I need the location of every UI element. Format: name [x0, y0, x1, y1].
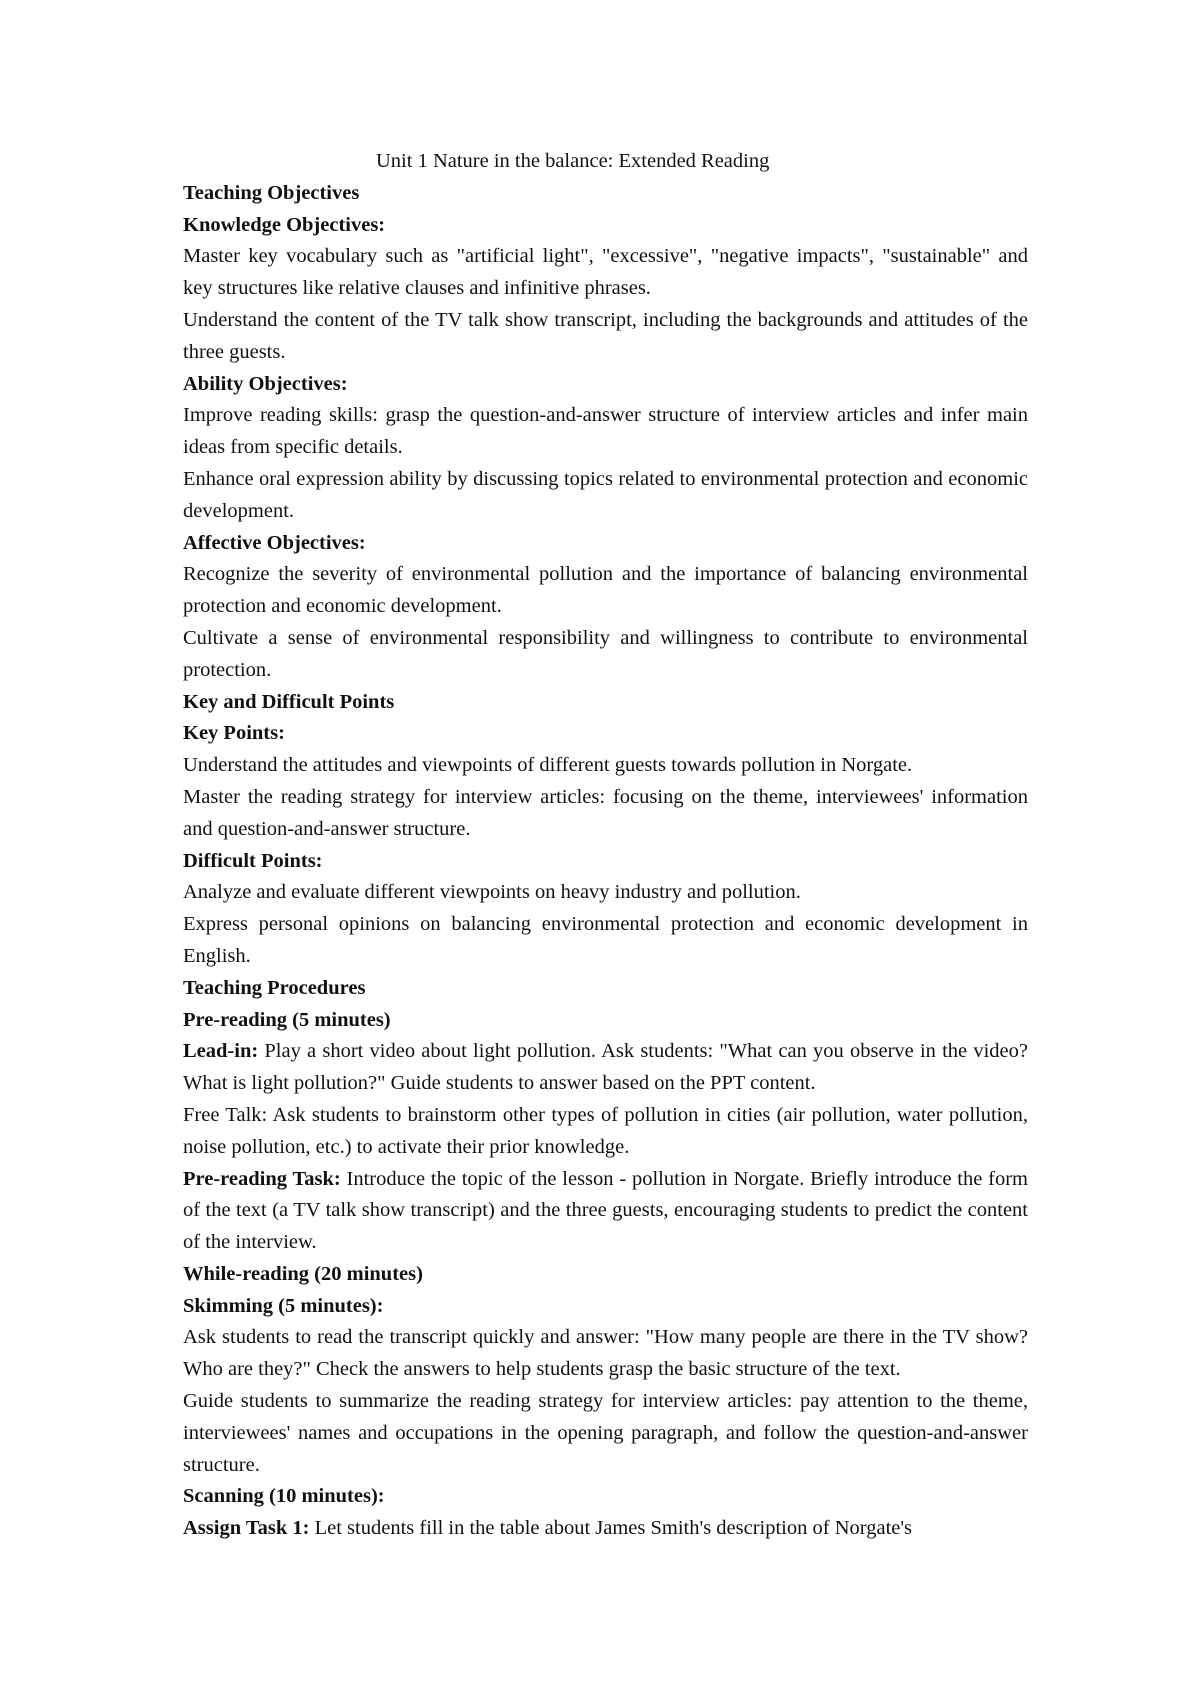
- subheading-scanning: Scanning (10 minutes):: [183, 1485, 385, 1508]
- lead-in-text: Play a short video about light pollution. Ask students: "What can you observe in the video? What is light pollution?" Guide students to answer based on the PPT content.: [183, 1040, 1028, 1095]
- subheading-difficult-points: Difficult Points:: [183, 849, 323, 872]
- pre-reading-task-label: Pre-reading Task:: [183, 1167, 341, 1190]
- key-point-paragraph: Master the reading strategy for interview articles: focusing on the theme, interviewees' information and question-and-answer structure.: [183, 785, 1028, 840]
- pre-reading-task-paragraph: [183, 1164, 1028, 1259]
- subheading-while-reading: While-reading (20 minutes): [183, 1262, 423, 1285]
- section-heading-teaching-objectives: Teaching Objectives: [183, 181, 360, 204]
- subheading-skimming: Skimming (5 minutes):: [183, 1294, 384, 1317]
- task-1-text: Let students fill in the table about James Smith's description of Norgate's: [309, 1517, 913, 1540]
- subheading-affective-objectives: Affective Objectives:: [183, 531, 366, 554]
- subheading-pre-reading: Pre-reading (5 minutes): [183, 1008, 391, 1031]
- difficult-point-paragraph: Express personal opinions on balancing environmental protection and economic development in English.: [183, 913, 1028, 967]
- skimming-paragraph: Ask students to read the transcript quickly and answer: "How many people are there in the TV show? Who are they?" Check the answers to help students grasp the basic structure of the text.: [183, 1326, 1028, 1381]
- free-talk-paragraph: Free Talk: Ask students to brainstorm other types of pollution in cities (air pollution, water pollution, noise pollution, etc.) to activate their prior knowledge.: [183, 1103, 1028, 1158]
- task-1-paragraph: [183, 1513, 1028, 1545]
- lead-in-label: Lead-in:: [183, 1040, 259, 1063]
- pre-reading-task-text: Introduce the topic of the lesson - pollution in Norgate. Briefly introduce the form of the text (a TV talk show transcript) and the three guests, encouraging students to predict the content of the interview.: [183, 1167, 1028, 1254]
- subheading-key-points: Key Points:: [183, 722, 285, 745]
- knowledge-objective-paragraph: Understand the content of the TV talk show transcript, including the backgrounds and attitudes of the three guests.: [183, 308, 1028, 363]
- lead-in-paragraph: [183, 1036, 1028, 1100]
- document-body: [183, 146, 1028, 1545]
- subheading-knowledge-objectives: Knowledge Objectives:: [183, 213, 386, 236]
- affective-objective-paragraph: Cultivate a sense of environmental responsibility and willingness to contribute to environmental protection.: [183, 626, 1028, 681]
- subheading-ability-objectives: Ability Objectives:: [183, 372, 348, 395]
- section-heading-key-difficult-points: Key and Difficult Points: [183, 690, 395, 713]
- section-heading-teaching-procedures: Teaching Procedures: [183, 976, 366, 999]
- skimming-paragraph: Guide students to summarize the reading strategy for interview articles: pay attention to the theme, interviewees' names and occupations in the opening paragraph, and follow the question-and-answer structure.: [183, 1390, 1028, 1476]
- knowledge-objective-paragraph: Master key vocabulary such as "artificial light", "excessive", "negative impacts", "sustainable" and key structures like relative clauses and infinitive phrases.: [183, 245, 1028, 300]
- ability-objective-paragraph: Enhance oral expression ability by discussing topics related to environmental protection and economic development.: [183, 467, 1028, 522]
- page-title: Unit 1 Nature in the balance: Extended Reading: [376, 150, 770, 172]
- difficult-point-paragraph: Analyze and evaluate different viewpoints on heavy industry and pollution.: [183, 881, 801, 904]
- key-point-paragraph: Understand the attitudes and viewpoints of different guests towards pollution in Norgate.: [183, 754, 913, 777]
- task-1-label: Assign Task 1:: [183, 1517, 310, 1540]
- affective-objective-paragraph: Recognize the severity of environmental pollution and the importance of balancing environmental protection and economic development.: [183, 563, 1028, 618]
- ability-objective-paragraph: Improve reading skills: grasp the question-and-answer structure of interview articles and infer main ideas from specific details.: [183, 404, 1028, 459]
